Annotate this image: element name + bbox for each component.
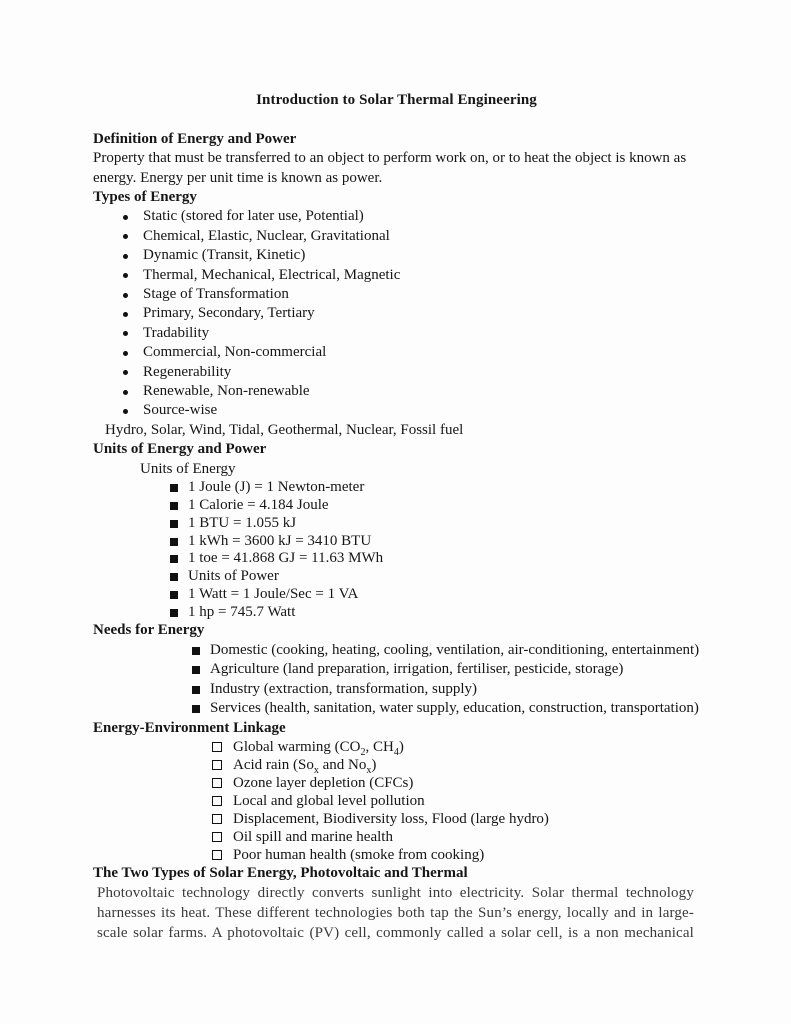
environment-list <box>93 738 700 864</box>
list-item <box>93 774 700 792</box>
bullet-icon <box>123 351 128 356</box>
list-item-text: Chemical, Elastic, Nuclear, Gravitational <box>143 227 390 244</box>
types-of-energy-list <box>93 207 700 420</box>
list-item <box>93 568 700 586</box>
list-item-text: Renewable, Non-renewable <box>143 383 310 400</box>
bullet-icon <box>123 370 128 375</box>
square-bullet-icon <box>170 484 178 492</box>
bullet-icon <box>123 215 128 220</box>
square-bullet-icon <box>170 555 178 563</box>
list-item-text: Static (stored for later use, Potential) <box>143 208 364 225</box>
document-title: Introduction to Solar Thermal Engineering <box>256 92 537 108</box>
heading-solar-types: The Two Types of Solar Energy, Photovoltaic and Thermal <box>93 864 468 881</box>
square-bullet-icon <box>170 502 178 510</box>
list-item-text: 1 Watt = 1 Joule/Sec = 1 VA <box>188 585 359 602</box>
list-item <box>93 227 700 246</box>
list-item <box>93 846 700 864</box>
bullet-icon <box>123 234 128 239</box>
list-item <box>93 246 700 265</box>
bullet-icon <box>123 331 128 336</box>
list-item-text: Services (health, sanitation, water supply, education, construction, transportation) <box>210 700 699 717</box>
list-item-text: Ozone layer depletion (CFCs) <box>233 774 414 791</box>
needs-list <box>93 641 700 719</box>
list-item <box>93 479 700 497</box>
list-item-text: Dynamic (Transit, Kinetic) <box>143 247 306 264</box>
list-item <box>93 550 700 568</box>
heading-definition: Definition of Energy and Power <box>93 130 297 147</box>
heading-types-of-energy: Types of Energy <box>93 189 197 206</box>
list-item <box>93 285 700 304</box>
units-list <box>93 479 700 621</box>
list-item <box>93 756 700 774</box>
list-item <box>93 660 700 679</box>
list-item-text: Units of Power <box>188 568 279 585</box>
solar-paragraph-line: scale solar farms. A photovoltaic (PV) cell, commonly called a solar cell, is a non mechanical <box>97 925 694 942</box>
list-item <box>93 266 700 285</box>
list-item <box>93 641 700 660</box>
list-item-text: Regenerability <box>143 363 232 380</box>
checkbox-icon <box>212 760 222 770</box>
list-item <box>93 792 700 810</box>
checkbox-icon <box>212 850 222 860</box>
list-item <box>93 363 700 382</box>
list-item <box>93 382 700 401</box>
heading-units: Units of Energy and Power <box>93 441 267 458</box>
list-item-text: Primary, Secondary, Tertiary <box>143 305 315 322</box>
list-item <box>93 828 700 846</box>
list-item-text: Poor human health (smoke from cooking) <box>233 846 485 863</box>
list-item-text: Stage of Transformation <box>143 286 289 303</box>
solar-paragraph-line: harnesses its heat. These different technologies both tap the Sun’s energy, locally and in large- <box>97 905 694 922</box>
list-item-text: Commercial, Non-commercial <box>143 344 327 361</box>
solar-paragraph-line: Photovoltaic technology directly converts sunlight into electricity. Solar thermal technology <box>97 885 694 902</box>
list-item-text: Domestic (cooking, heating, cooling, ventilation, air-conditioning, entertainment) <box>210 641 700 658</box>
checkbox-icon <box>212 796 222 806</box>
list-item-text: Source-wise <box>143 402 218 419</box>
checkbox-icon <box>212 742 222 752</box>
list-item-text: Acid rain ($So_x$ and $No_x$) <box>233 756 377 776</box>
list-item-text: 1 toe = 41.868 GJ = 11.63 MWh <box>188 550 384 567</box>
list-item-text: Oil spill and marine health <box>233 828 393 845</box>
bullet-icon <box>123 312 128 317</box>
checkbox-icon <box>212 814 222 824</box>
bullet-icon <box>123 390 128 395</box>
list-item <box>93 343 700 362</box>
list-item <box>93 497 700 515</box>
list-item-text: Tradability <box>143 324 210 341</box>
spacer <box>93 110 700 129</box>
definition-body: Property that must be transferred to an object to perform work on, or to heat the object is known as energy. Energy per unit time is known as power. <box>93 150 687 186</box>
square-bullet-icon <box>192 686 200 694</box>
square-bullet-icon <box>192 666 200 674</box>
list-item-text: Agriculture (land preparation, irrigation, fertiliser, pesticide, storage) <box>210 661 624 678</box>
energy-sources-line: Hydro, Solar, Wind, Tidal, Geothermal, Nuclear, Fossil fuel <box>105 421 464 438</box>
list-item-text: 1 BTU = 1.055 kJ <box>188 514 297 531</box>
list-item <box>93 604 700 622</box>
list-item <box>93 699 700 718</box>
list-item-text: 1 Calorie = 4.184 Joule <box>188 496 329 513</box>
list-item-text: Global warming ($CO_2$, $CH_4$) <box>233 738 404 758</box>
list-item-text: Industry (extraction, transformation, supply) <box>210 680 478 697</box>
list-item <box>93 533 700 551</box>
square-bullet-icon <box>170 573 178 581</box>
solar-paragraph <box>93 883 700 943</box>
list-item <box>93 207 700 226</box>
list-item-text: Local and global level pollution <box>233 792 425 809</box>
units-of-energy-subheading: Units of Energy <box>140 460 236 477</box>
heading-needs: Needs for Energy <box>93 622 205 639</box>
checkbox-icon <box>212 778 222 788</box>
bullet-icon <box>123 293 128 298</box>
bullet-icon <box>123 273 128 278</box>
checkbox-icon <box>212 832 222 842</box>
bullet-icon <box>123 409 128 414</box>
square-bullet-icon <box>192 647 200 655</box>
list-item <box>93 738 700 756</box>
list-item <box>93 324 700 343</box>
list-item-text: Displacement, Biodiversity loss, Flood (large hydro) <box>233 810 549 827</box>
list-item <box>93 515 700 533</box>
square-bullet-icon <box>170 520 178 528</box>
square-bullet-icon <box>170 609 178 617</box>
list-item <box>93 401 700 420</box>
square-bullet-icon <box>170 538 178 546</box>
list-item <box>93 810 700 828</box>
square-bullet-icon <box>192 705 200 713</box>
bullet-icon <box>123 254 128 259</box>
heading-environment: Energy-Environment Linkage <box>93 719 286 736</box>
list-item <box>93 304 700 323</box>
list-item <box>93 586 700 604</box>
list-item-text: Thermal, Mechanical, Electrical, Magnetic <box>143 266 401 283</box>
list-item-text: 1 kWh = 3600 kJ = 3410 BTU <box>188 532 372 549</box>
list-item <box>93 680 700 699</box>
list-item-text: 1 Joule (J) = 1 Newton-meter <box>188 479 365 496</box>
square-bullet-icon <box>170 591 178 599</box>
list-item-text: 1 hp = 745.7 Watt <box>188 603 296 620</box>
